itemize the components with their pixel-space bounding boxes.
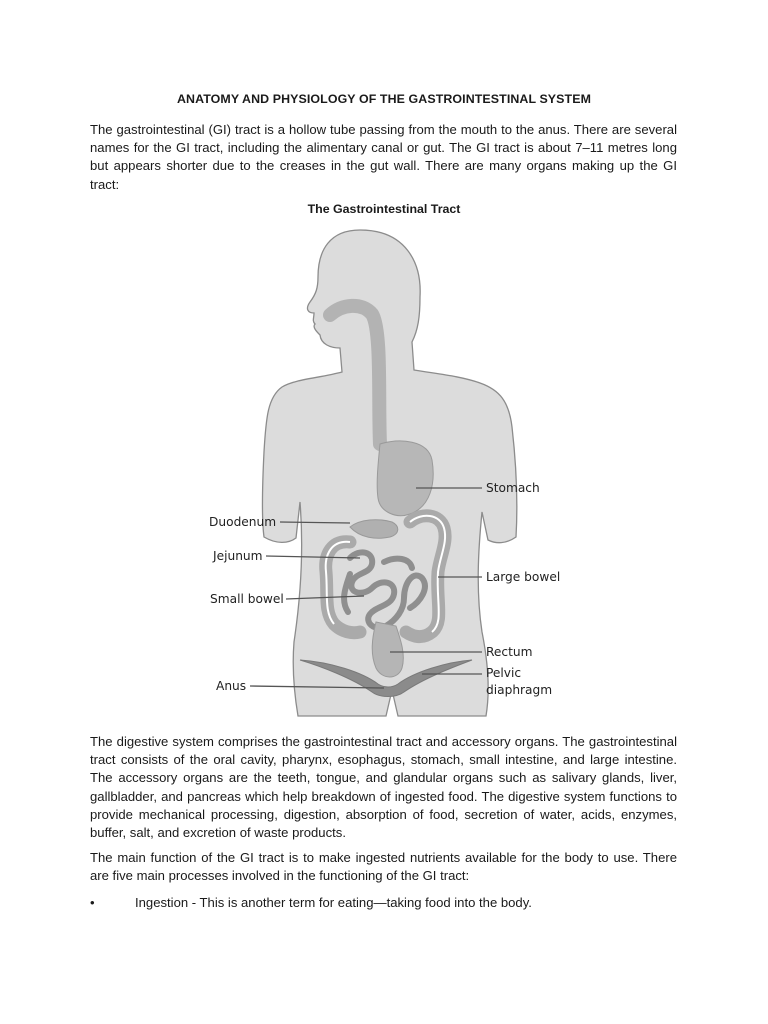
label-pelvic: Pelvic [486, 666, 522, 680]
page-title: ANATOMY AND PHYSIOLOGY OF THE GASTROINTESTINAL SYSTEM [177, 92, 591, 106]
label-small-bowel: Small bowel [210, 592, 284, 606]
bullet-text: Ingestion - This is another term for eating—taking food into the body. [135, 895, 532, 910]
label-duodenum: Duodenum [209, 515, 277, 529]
digestive-system-paragraph: The digestive system comprises the gastrointestinal tract and accessory organs. The gastrointestinal tract consists of the oral cavity, pharynx, esophagus, stomach, small intestine, and large intestine. The accessory organs are the teeth, tongue, and glandular organs such as salivary glands, liver, gallbladder, and pancreas which help breakdown of ingested food. The digestive system functions to provide mechanical processing, digestion, absorption of food, secretion of water, acids, enzymes, buffer, salt, and excretion of waste products. [90, 734, 677, 841]
label-jejunum: Jejunum [213, 549, 263, 563]
gi-function-paragraph: The main function of the GI tract is to make ingested nutrients available for the body to use. There are five main processes involved in the functioning of the GI tract: [90, 850, 677, 884]
label-diaphragm: diaphragm [486, 683, 553, 697]
label-anus: Anus [216, 679, 247, 693]
label-stomach: Stomach [486, 481, 540, 495]
gi-tract-figure [200, 222, 560, 722]
intro-paragraph: The gastrointestinal (GI) tract is a hollow tube passing from the mouth to the anus. There are several names for the GI tract, including the alimentary canal or gut. The GI tract is about 7–11 metres long but appears shorter due to the creases in the gut wall. There are many organs making up the GI tract: [90, 122, 677, 192]
label-rectum: Rectum [486, 645, 533, 659]
figure-title: The Gastrointestinal Tract [307, 202, 461, 216]
bullet-mark: • [90, 895, 95, 910]
label-large-bowel: Large bowel [486, 570, 561, 584]
